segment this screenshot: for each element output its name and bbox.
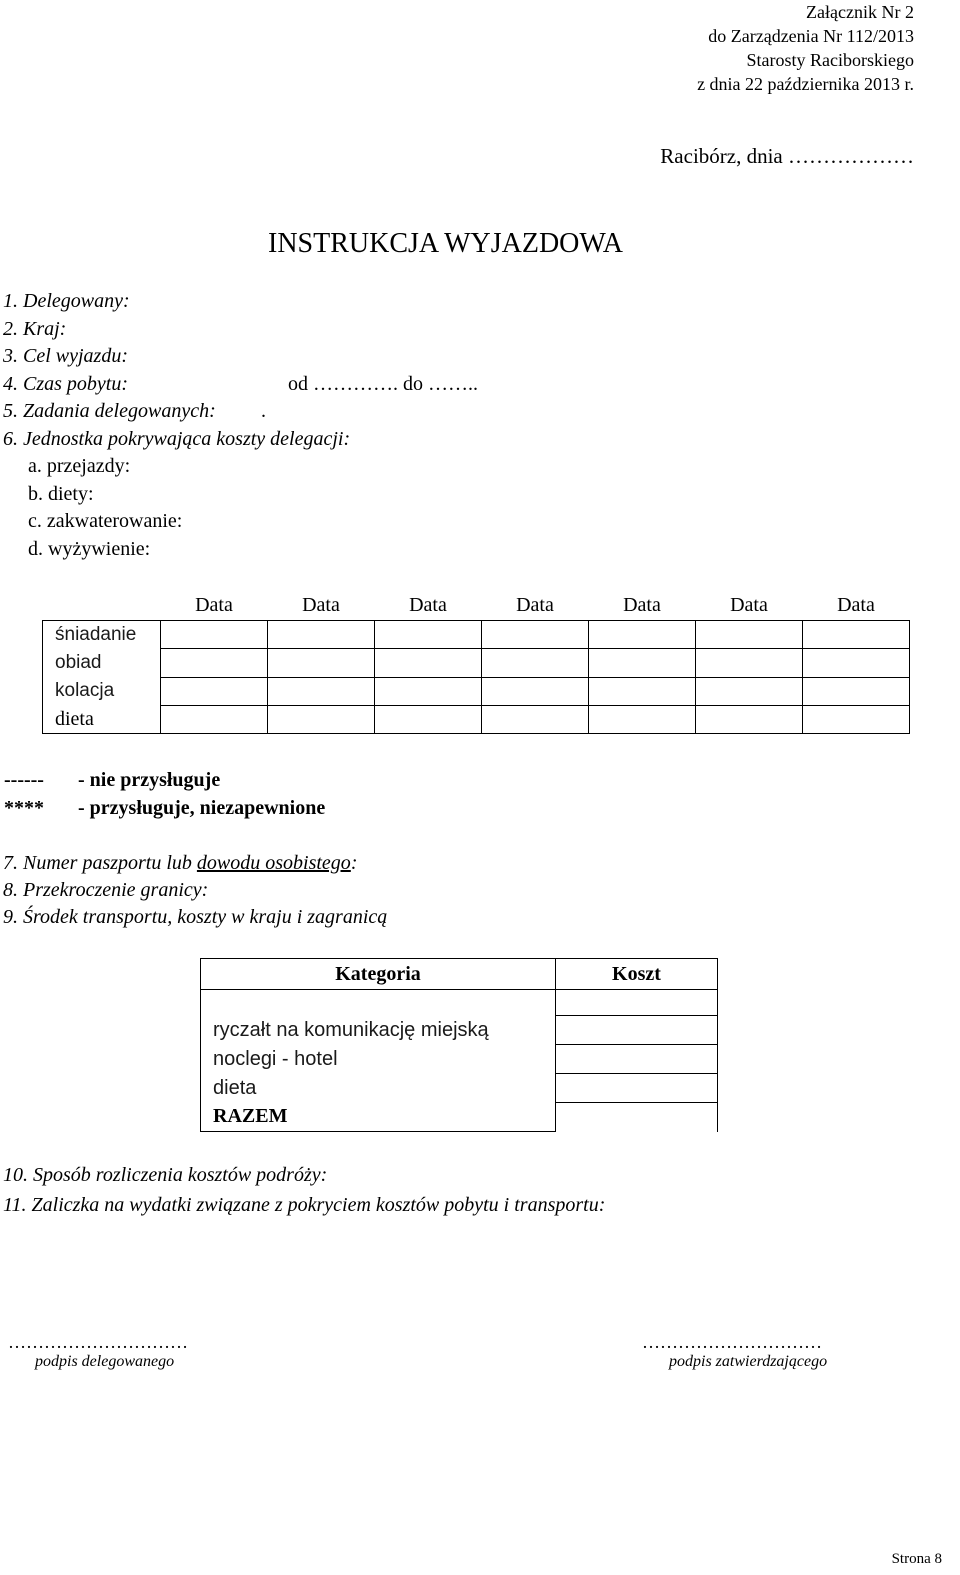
document-header — [697, 0, 914, 96]
meals-header-row — [43, 592, 910, 620]
item-kraj: 2. Kraj: — [3, 317, 67, 340]
legend-row-not-applicable — [4, 766, 325, 794]
cost-row-label: noclegi - hotel — [201, 1045, 556, 1074]
meals-date-header: Data — [589, 592, 696, 620]
legend — [4, 766, 325, 822]
meals-date-header: Data — [375, 592, 482, 620]
meals-row — [43, 677, 910, 705]
meals-date-header: Data — [696, 592, 803, 620]
meals-date-header: Data — [161, 592, 268, 620]
item-jednostka: 6. Jednostka pokrywająca koszty delegacji: — [3, 427, 351, 450]
cost-header-row — [201, 959, 718, 990]
meals-row — [43, 620, 910, 648]
header-line-4: z dnia 22 października 2013 r. — [697, 74, 914, 94]
meals-date-header: Data — [268, 592, 375, 620]
item-cel: 3. Cel wyjazdu: — [3, 345, 128, 367]
item-czas-row — [3, 371, 478, 399]
item-c: c. zakwaterowanie: — [28, 510, 183, 532]
legend-key-dashes: ------ — [4, 769, 44, 791]
item-delegowany: 1. Delegowany: — [3, 290, 130, 312]
cost-table — [200, 958, 718, 1132]
meals-row-label: śniadanie — [43, 620, 161, 648]
cost-spacer-row — [201, 990, 718, 1016]
item-passport-prefix: 7. Numer paszportu lub — [3, 852, 197, 874]
page-number: Strona 8 — [891, 1551, 942, 1567]
item-czas-range: od …………. do …….. — [288, 372, 478, 395]
cost-row — [201, 1016, 718, 1045]
item-advance: 11. Zaliczka na wydatki związane z pokryciem kosztów pobytu i transportu: — [3, 1194, 606, 1216]
place-date: Racibórz, dnia ……………… — [660, 144, 914, 168]
legend-row-applicable — [4, 794, 325, 822]
meals-date-header: Data — [482, 592, 589, 620]
meals-table — [42, 592, 910, 734]
item-settlement: 10. Sposób rozliczenia kosztów podróży: — [3, 1164, 328, 1186]
item-border-crossing: 8. Przekroczenie granicy: — [3, 879, 209, 901]
meals-row — [43, 706, 910, 734]
item-a: a. przejazdy: — [28, 455, 131, 477]
item-zadania-row — [3, 398, 478, 426]
item-czas: 4. Czas pobytu: — [3, 372, 128, 395]
item-b: b. diety: — [28, 482, 94, 505]
item-passport — [3, 850, 387, 877]
item-d: d. wyżywienie: — [28, 537, 151, 560]
header-line-2: do Zarządzenia Nr 112/2013 — [708, 26, 914, 46]
cost-row-label: ryczałt na komunikację miejską — [201, 1016, 556, 1045]
form-items-2 — [3, 850, 387, 931]
item-passport-underlined: dowodu osobistego — [196, 852, 351, 874]
page-title: INSTRUKCJA WYJAZDOWA — [268, 228, 623, 259]
meals-row-label: dieta — [43, 706, 161, 734]
cost-row — [201, 1074, 718, 1103]
legend-key-stars: **** — [4, 797, 44, 819]
signature-label-delegate: podpis delegowanego — [35, 1353, 175, 1370]
legend-text-not-applicable: - nie przysługuje — [78, 769, 221, 791]
cost-total-label: RAZEM — [201, 1103, 556, 1132]
item-zadania-dot: . — [261, 400, 266, 422]
cost-header-category: Kategoria — [201, 959, 556, 990]
item-zadania: 5. Zadania delegowanych: — [3, 400, 216, 422]
meals-date-header: Data — [803, 592, 910, 620]
form-items — [3, 288, 478, 563]
meals-row — [43, 649, 910, 677]
signature-line-right: ………………………… — [642, 1332, 822, 1352]
legend-text-applicable: - przysługuje, niezapewnione — [78, 797, 326, 819]
item-passport-suffix: : — [350, 852, 358, 874]
cost-row — [201, 1045, 718, 1074]
cost-row-label: dieta — [201, 1074, 556, 1103]
meals-row-label: kolacja — [43, 677, 161, 705]
cost-header-cost: Koszt — [556, 959, 718, 990]
signature-line-left: ………………………… — [8, 1332, 188, 1352]
item-transport: 9. Środek transportu, koszty w kraju i zagranicą — [3, 906, 388, 928]
signature-label-approver: podpis zatwierdzającego — [669, 1353, 828, 1370]
header-line-1: Załącznik Nr 2 — [806, 2, 914, 22]
meals-row-label: obiad — [43, 649, 161, 677]
cost-total-row — [201, 1103, 718, 1132]
form-items-3 — [3, 1160, 605, 1220]
header-line-3: Starosty Raciborskiego — [746, 50, 914, 70]
